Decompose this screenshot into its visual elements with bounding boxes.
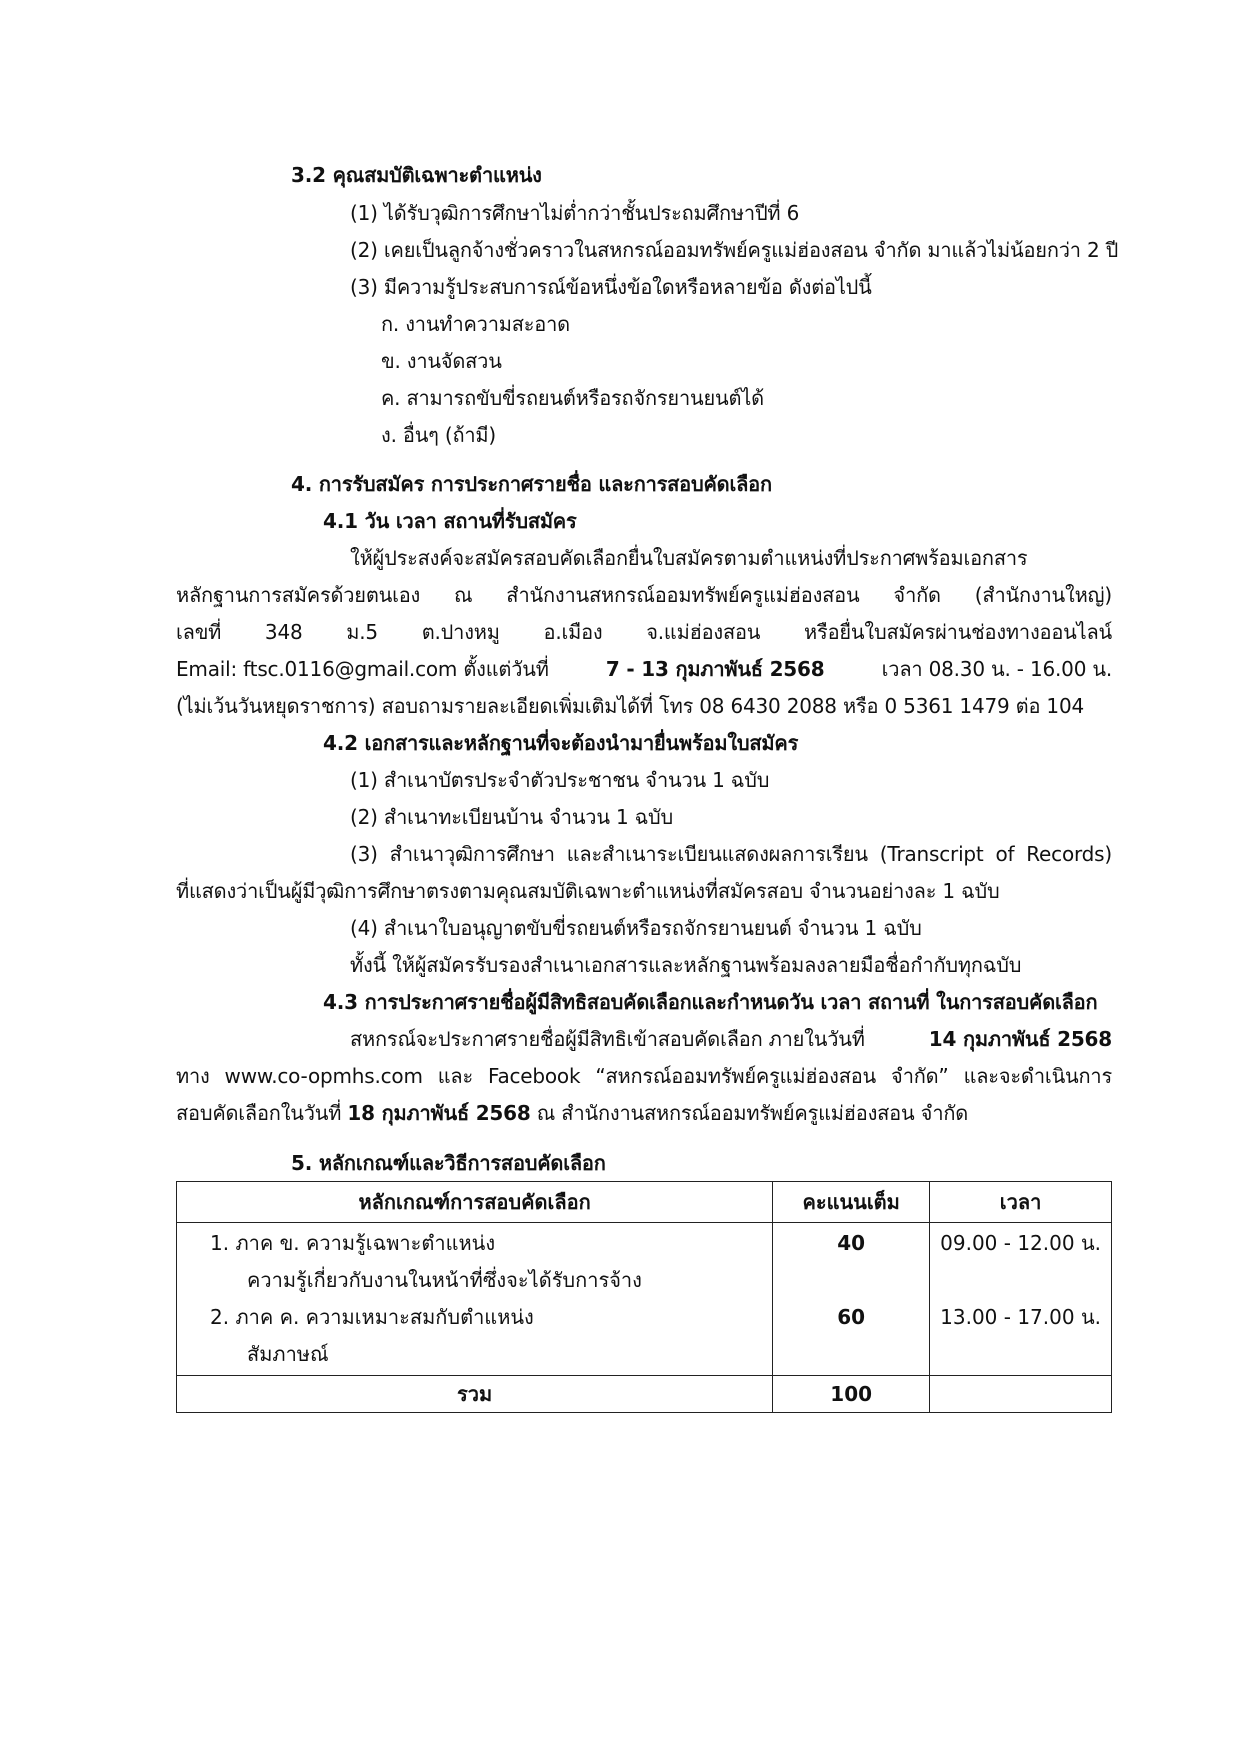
announcement-line-2: ทาง www.co-opmhs.com และ Facebook “สหกรณ์ออมทรัพย์ครูแม่ฮ่องสอน จำกัด” และจะดำเนินการ [176,1064,1112,1088]
qualification-item-2: (2) เคยเป็นลูกจ้างชั่วคราวในสหกรณ์ออมทรัพย์ครูแม่ฮ่องสอน จำกัด มาแล้วไม่น้อยกว่า 2 ปี [350,238,1119,262]
application-paragraph-line-4 [176,656,1112,682]
application-paragraph-line-1: ให้ผู้ประสงค์จะสมัครสอบคัดเลือกยื่นใบสมัครตามตำแหน่งที่ประกาศพร้อมเอกสาร [350,546,1028,570]
row-2-score: 60 [837,1305,866,1329]
criteria-table-header [177,1182,1112,1223]
application-paragraph-line-5: (ไม่เว้นวันหยุดราชการ) สอบถามรายละเอียดเพิ่มเติมได้ที่ โทร 08 6430 2088 หรือ 0 5361 1479 ต่อ 104 [176,694,1085,718]
experience-item-ko: ก. งานทำความสะอาด [381,312,570,336]
total-time-empty [930,1376,1112,1413]
exam-date: 18 กุมภาพันธ์ 2568 [347,1101,531,1125]
header-criteria: หลักเกณฑ์การสอบคัดเลือก [177,1182,773,1223]
qualification-item-3: (3) มีความรู้ประสบการณ์ข้อหนึ่งข้อใดหรือหลายข้อ ดังต่อไปนี้ [350,275,872,299]
experience-item-kho-khwai: ค. สามารถขับขี่รถยนต์หรือรถจักรยานยนต์ได้ [381,386,764,410]
section-4-1-heading: 4.1 วัน เวลา สถานที่รับสมัคร [323,509,577,533]
criteria-table [176,1181,1112,1413]
row-2-detail: สัมภาษณ์ [247,1342,329,1366]
announcement-line-1 [350,1026,1112,1052]
header-full-score: คะแนนเต็ม [773,1182,930,1223]
section-4-2-heading: 4.2 เอกสารและหลักฐานที่จะต้องนำมายื่นพร้อมใบสมัคร [323,731,799,755]
application-paragraph-line-2: หลักฐานการสมัครด้วยตนเอง ณ สำนักงานสหกรณ์ออมทรัพย์ครูแม่ฮ่องสอน จำกัด (สำนักงานใหญ่) [176,583,1112,607]
total-label: รวม [177,1376,773,1413]
application-hours: เวลา 08.30 น. - 16.00 น. [881,657,1112,681]
row-2-title: 2. ภาค ค. ความเหมาะสมกับตำแหน่ง [210,1305,534,1329]
row-1-detail: ความรู้เกี่ยวกับงานในหน้าที่ซึ่งจะได้รับการจ้าง [247,1268,642,1292]
announcement-date: 14 กุมภาพันธ์ 2568 [928,1027,1112,1051]
document-item-3-line-1: (3) สำเนาวุฒิการศึกษา และสำเนาระเบียนแสดงผลการเรียน (Transcript of Records) [350,842,1112,866]
row-1-time: 09.00 - 12.00 น. [940,1231,1101,1255]
table-total-row [177,1376,1112,1413]
document-item-4: (4) สำเนาใบอนุญาตขับขี่รถยนต์หรือรถจักรยานยนต์ จำนวน 1 ฉบับ [350,916,922,940]
header-time: เวลา [930,1182,1112,1223]
row-1-score: 40 [837,1231,866,1255]
announcement-text: สหกรณ์จะประกาศรายชื่อผู้มีสิทธิเข้าสอบคัดเลือก ภายในวันที่ [350,1027,865,1051]
table-row [177,1223,1112,1376]
section-5-heading: 5. หลักเกณฑ์และวิธีการสอบคัดเลือก [291,1151,606,1175]
section-4-heading: 4. การรับสมัคร การประกาศรายชื่อ และการสอบคัดเลือก [291,472,772,496]
row-1-title: 1. ภาค ข. ความรู้เฉพาะตำแหน่ง [210,1231,496,1255]
announcement-line-3 [176,1100,968,1126]
total-score: 100 [773,1376,930,1413]
qualification-item-1: (1) ได้รับวุฒิการศึกษาไม่ต่ำกว่าชั้นประถมศึกษาปีที่ 6 [350,201,800,225]
exam-date-label: สอบคัดเลือกในวันที่ [176,1101,342,1125]
email-and-start-text: Email: ftsc.0116@gmail.com ตั้งแต่วันที่ [176,657,549,681]
application-date-range: 7 - 13 กุมภาพันธ์ 2568 [605,657,825,681]
application-paragraph-line-3: เลขที่ 348 ม.5 ต.ปางหมู อ.เมือง จ.แม่ฮ่องสอน หรือยื่นใบสมัครผ่านช่องทางออนไลน์ [176,620,1112,644]
exam-location: ณ สำนักงานสหกรณ์ออมทรัพย์ครูแม่ฮ่องสอน จำกัด [536,1101,969,1125]
document-certification-note: ทั้งนี้ ให้ผู้สมัครรับรองสำเนาเอกสารและหลักฐานพร้อมลงลายมือชื่อกำกับทุกฉบับ [350,953,1022,977]
section-3-2-heading: 3.2 คุณสมบัติเฉพาะตำแหน่ง [291,163,542,187]
experience-item-kho: ข. งานจัดสวน [381,349,502,373]
document-item-3-line-2: ที่แสดงว่าเป็นผู้มีวุฒิการศึกษาตรงตามคุณสมบัติเฉพาะตำแหน่งที่สมัครสอบ จำนวนอย่างละ 1 ฉบับ [176,879,1000,903]
row-2-time: 13.00 - 17.00 น. [940,1305,1101,1329]
document-item-1: (1) สำเนาบัตรประจำตัวประชาชน จำนวน 1 ฉบับ [350,768,770,792]
experience-item-ngo: ง. อื่นๆ (ถ้ามี) [381,423,496,447]
section-4-3-heading: 4.3 การประกาศรายชื่อผู้มีสิทธิสอบคัดเลือกและกำหนดวัน เวลา สถานที่ ในการสอบคัดเลือก [323,990,1098,1014]
document-item-2: (2) สำเนาทะเบียนบ้าน จำนวน 1 ฉบับ [350,805,674,829]
